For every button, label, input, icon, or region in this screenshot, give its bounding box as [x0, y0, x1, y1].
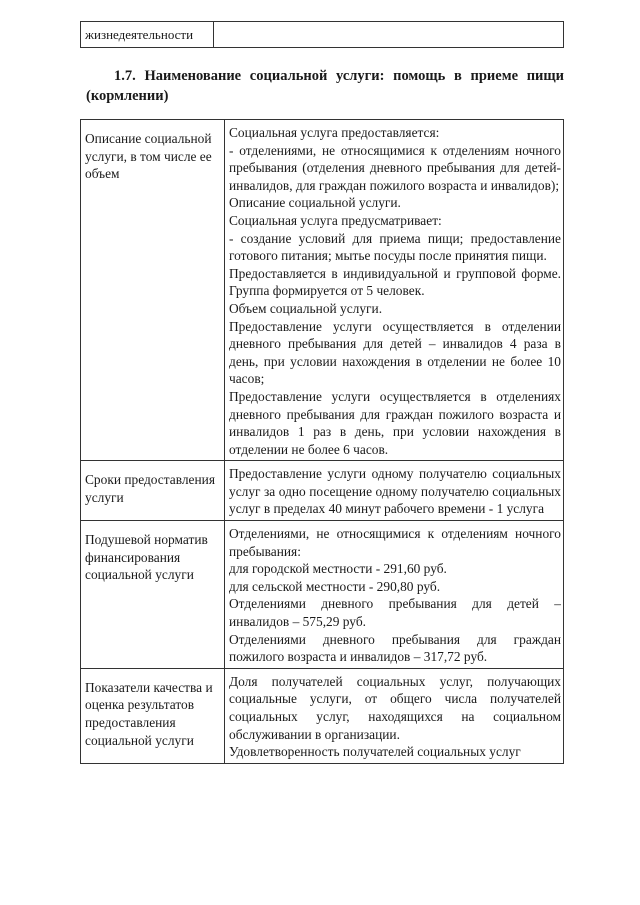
- row-label-quality: Показатели качества и оценка результатов предоставления социальной услуги: [81, 668, 225, 763]
- row-label-description: Описание социальной услуги, в том числе ее объем: [81, 120, 225, 461]
- previous-table-label-cell: жизнедеятельности: [81, 22, 214, 47]
- paragraph: Доля получателей социальных услуг, получающих социальные услуги, от общего числа получателей социальных услуг, находящихся на социальном обслуживании в организации.: [229, 673, 561, 742]
- table-row-description: [81, 120, 564, 461]
- paragraph: Предоставляется в индивидуальной и групповой форме. Группа формируется от 5 человек.: [229, 265, 561, 299]
- section-heading-line-1: 1.7. Наименование социальной услуги: помощь в приеме пищи: [114, 68, 564, 84]
- paragraph: Предоставление услуги осуществляется в отделении дневного пребывания для детей – инвалидов 4 раза в день, при условии нахождения в отделении не более 10 часов;: [229, 318, 561, 387]
- paragraph: Отделениями, не относящимися к отделениям ночного пребывания:: [229, 526, 561, 559]
- paragraph: Предоставление услуги осуществляется в отделениях дневного пребывания для граждан пожилого возраста и инвалидов 1 раз в день, при условии нахождения в отделении не более 6 часов.: [229, 388, 561, 457]
- table-row-terms: [81, 461, 564, 521]
- row-label-terms: Сроки предоставления услуги: [81, 461, 225, 521]
- paragraph: - создание условий для приема пищи; предоставление готового питания; мытье посуды после принятия пищи.: [229, 230, 561, 264]
- table-row-quality: [81, 668, 564, 763]
- section-heading: [86, 66, 564, 106]
- service-details-table: [80, 119, 564, 764]
- row-content-quality: [225, 668, 564, 763]
- paragraph: для сельской местности - 290,80 руб.: [229, 578, 441, 594]
- row-content-financing: [225, 521, 564, 669]
- row-label-financing: Подушевой норматив финансирования социальной услуги: [81, 521, 225, 669]
- paragraph: Удовлетворенность получателей социальных услуг: [229, 744, 521, 760]
- previous-table-empty-cell: [214, 22, 563, 47]
- paragraph: Отделениями дневного пребывания для детей – инвалидов – 575,29 руб.: [229, 596, 561, 630]
- paragraph: Социальная услуга предусматривает:: [229, 212, 442, 228]
- paragraph: Описание социальной услуги.: [229, 195, 401, 211]
- section-heading-line-2: (кормлении): [86, 88, 169, 104]
- previous-table-fragment: [80, 21, 564, 48]
- row-content-terms: [225, 461, 564, 521]
- paragraph: Предоставление услуги одному получателю социальных услуг за одно посещение одному получателю социальных услуг в пределах 40 минут рабочего времени - 1 услуга: [229, 466, 561, 517]
- paragraph: Социальная услуга предоставляется:: [229, 125, 440, 140]
- paragraph: Объем социальной услуги.: [229, 300, 383, 316]
- row-content-description: [225, 120, 564, 461]
- paragraph: Отделениями дневного пребывания для граждан пожилого возраста и инвалидов – 317,72 руб.: [229, 631, 561, 665]
- paragraph: для городской местности - 291,60 руб.: [229, 561, 447, 577]
- paragraph: - отделениями, не относящимися к отделениям ночного пребывания (отделения дневного пребывания для детей-инвалидов, для граждан пожилого возраста и инвалидов);: [229, 142, 561, 193]
- table-row-financing: [81, 521, 564, 669]
